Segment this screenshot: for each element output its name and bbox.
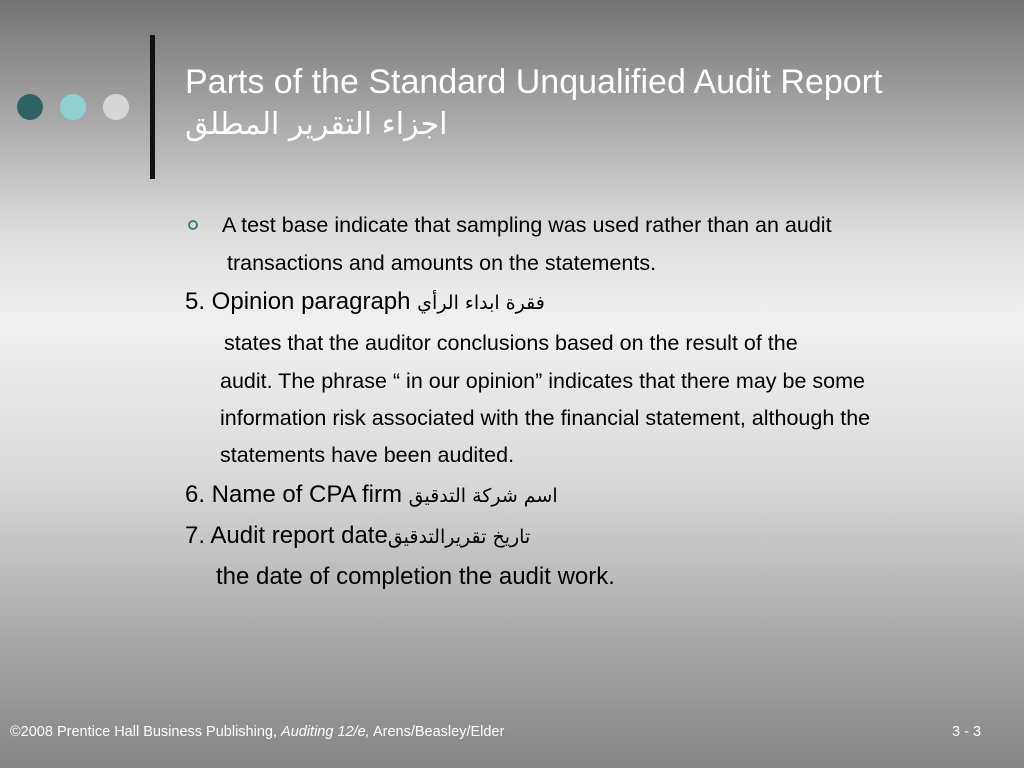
slide-title-arabic: اجزاء التقرير المطلق: [185, 107, 448, 142]
opinion-heading-ar: فقرة ابداء الرأي: [417, 292, 545, 314]
footer-copyright: ©2008 Prentice Hall Business Publishing,: [10, 724, 282, 740]
footer-book-title: Auditing 12/e,: [281, 724, 370, 740]
bullet-text-line-1: A test base indicate that sampling was used rather than an audit: [222, 213, 832, 237]
slide-number: 3 - 3: [952, 724, 982, 740]
bullet-text-line-2: transactions and amounts on the statements.: [227, 251, 657, 275]
opinion-text-line-3: information risk associated with the financial statement, although the: [220, 406, 871, 430]
report-date-heading-en: 7. Audit report date: [185, 522, 388, 549]
report-date-heading-ar: تاريخ تقريرالتدقيق: [387, 526, 531, 548]
slide-title: Parts of the Standard Unqualified Audit Report: [185, 63, 883, 101]
decorative-dot-teal: [60, 94, 86, 120]
cpa-firm-heading-ar: اسم شركة التدقيق: [408, 485, 558, 507]
opinion-text-line-2: audit. The phrase “ in our opinion” indicates that there may be some: [220, 369, 865, 393]
cpa-firm-heading: [185, 481, 558, 509]
report-date-heading: [185, 522, 530, 550]
opinion-text-line-4: statements have been audited.: [220, 443, 515, 467]
opinion-text-line-1: states that the auditor conclusions based on the result of the: [224, 331, 798, 355]
opinion-heading-en: 5. Opinion paragraph: [185, 288, 418, 315]
footer-credits: [10, 724, 504, 740]
report-date-text: the date of completion the audit work.: [216, 563, 615, 590]
opinion-paragraph-heading: [185, 288, 545, 316]
decorative-dot-dark: [17, 94, 43, 120]
decorative-dot-light: [103, 94, 129, 120]
title-divider-bar: [150, 35, 155, 179]
bullet-circle-icon: [188, 220, 198, 230]
footer-authors: Arens/Beasley/Elder: [369, 724, 505, 740]
cpa-firm-heading-en: 6. Name of CPA firm: [185, 481, 409, 508]
